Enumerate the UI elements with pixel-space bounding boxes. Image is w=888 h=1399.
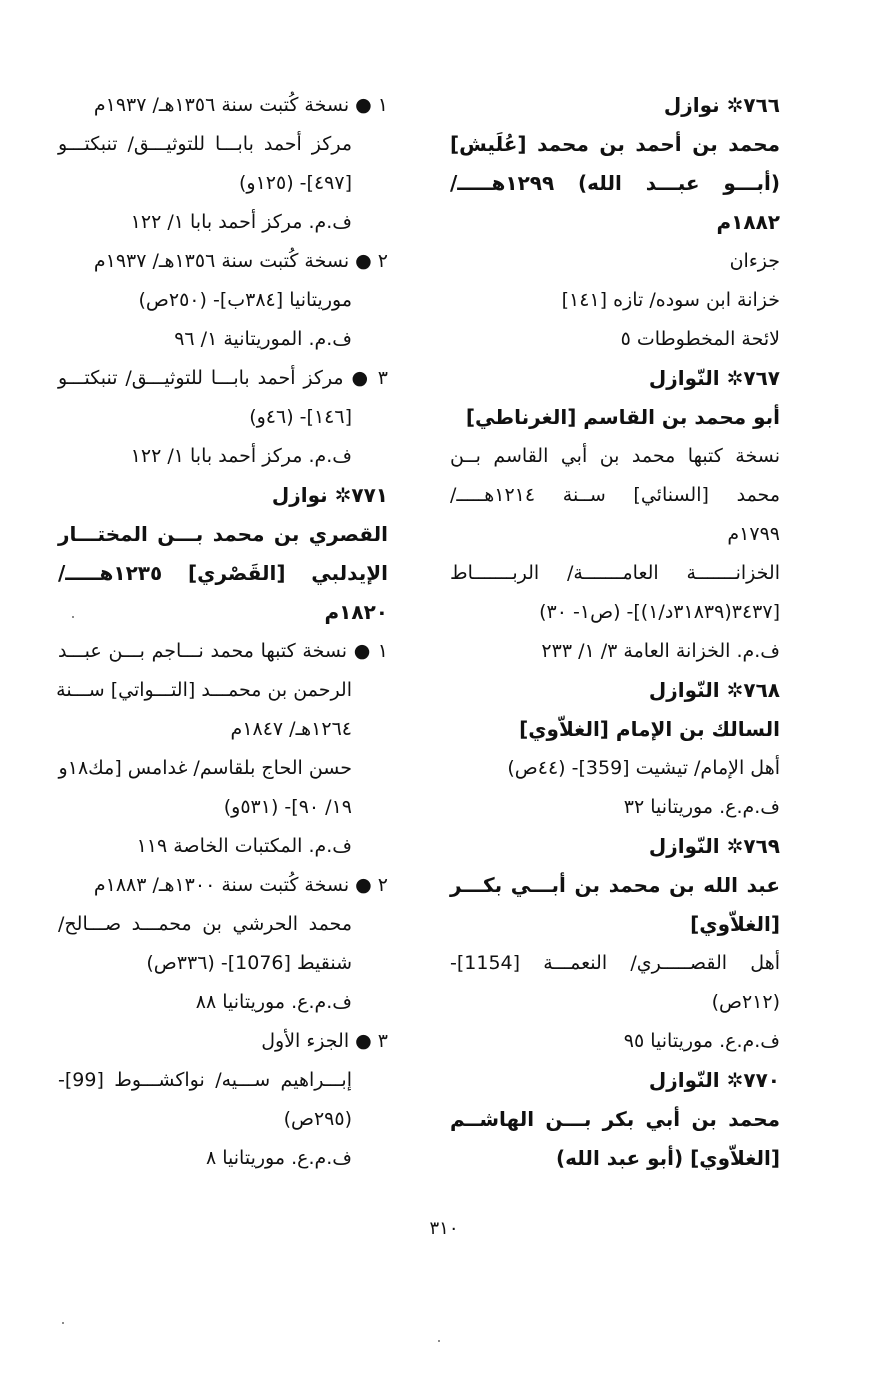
- entry-770-copy-2-catalog: ف.م. الموريتانية ١/ ٩٦: [174, 328, 352, 350]
- entry-766-catalog: لائحة المخطوطات ٥: [620, 328, 780, 350]
- entry-767-library: الخزانـــــــة العامـــــــة/ الربـــــــاط: [450, 562, 780, 584]
- entry-770-copy-1-library: مركز أحمد بابـــا للتوثيـــق/ تنبكتـــو: [58, 133, 352, 155]
- entry-768-library: أهل الإمام/ تيشيت [359]- (٤٤ص): [507, 757, 780, 779]
- entry-771-copy-2-shelfmark: شنقيط [1076]- (٣٣٦ص): [146, 952, 352, 974]
- scan-speck: [62, 1322, 64, 1324]
- entry-770-copy-1-catalog: ف.م. مركز أحمد بابا ١/ ١٢٢: [130, 211, 352, 233]
- entry-767-shelfmark: [٣٤٣٧(٣١٨٣٩د/١)]- (ص١- ٣٠): [539, 601, 780, 623]
- entry-771-copy-1-catalog: ف.م. المكتبات الخاصة ١١٩: [136, 835, 352, 857]
- entry-767-heading: ٧٦٧✲ النّوازل: [648, 366, 780, 390]
- entry-767-copyist-date: محمد [السنائي] ســنة ١٢١٤هـــــ/: [450, 484, 780, 506]
- entry-767-catalog: ف.م. الخزانة العامة ٣/ ١/ ٢٣٣: [541, 640, 780, 662]
- entry-771-copy-1: ١ ● نسخة كتبها محمد نـــاجم بـــن عبـــد: [58, 640, 388, 662]
- entry-770-nisba: [الغلاّوي] (أبو عبد الله): [556, 1146, 780, 1170]
- entry-766-author-kunya: (أبـــو عبـــد الله) ١٢٩٩هـــــ/: [450, 171, 780, 195]
- entry-771-copy-1-shelfmark: ١٩/ ٩٠]- (٥٣١و): [223, 796, 352, 818]
- entry-769-author: عبد الله بن محمد بن أبـــي بكـــر: [450, 873, 780, 897]
- entry-771-date: ١٨٢٠م: [324, 600, 388, 624]
- entry-771-copy-2: ٢ ● نسخة كُتبت سنة ١٣٠٠هـ/ ١٨٨٣م: [93, 874, 388, 896]
- entry-770-copy-3-shelfmark: [١٤٦]- (٤٦و): [249, 406, 352, 428]
- entry-770-heading: ٧٧٠✲ النّوازل: [648, 1068, 780, 1092]
- entry-771-copy-1-date: ١٢٦٤هـ/ ١٨٤٧م: [230, 718, 352, 740]
- right-column: [450, 86, 780, 1178]
- entry-766-author: محمد بن أحمد بن محمد [عُلَيش]: [450, 132, 780, 156]
- entry-771-copy-1-copyist: الرحمن بن محمـــد [التـــواتي] ســـنة: [56, 679, 352, 701]
- entry-768-heading: ٧٦٨✲ النّوازل: [648, 678, 780, 702]
- entry-767-date: ١٧٩٩م: [727, 523, 780, 545]
- entry-770-copy-3: ٣ ● مركز أحمد بابـــا للتوثيـــق/ تنبكتـــو: [58, 367, 388, 389]
- entry-771-copy-3: ٣ ● الجزء الأول: [261, 1030, 388, 1052]
- left-column: [58, 86, 388, 1178]
- entry-771-author: القصري بن محمد بـــن المختـــار: [58, 522, 388, 546]
- entry-766-library: خزانة ابن سوده/ تازه [١٤١]: [561, 289, 780, 311]
- entry-767-author: أبو محمد بن القاسم [الغرناطي]: [465, 405, 780, 429]
- entry-770-copy-2-library: موريتانيا [٣٨٤ب]- (٢٥٠ص): [138, 289, 352, 311]
- entry-766-parts: جزءان: [729, 250, 780, 272]
- entry-771-copy-1-library: حسن الحاج بلقاسم/ غدامس [مك١٨و: [58, 757, 352, 779]
- entry-769-library: أهل القصـــــري/ النعمـــة [1154]-: [450, 952, 780, 974]
- entry-770-copy-2: ٢ ● نسخة كُتبت سنة ١٣٥٦هـ/ ١٩٣٧م: [93, 250, 388, 272]
- entry-767-copyist: نسخة كتبها محمد بن أبي القاسم بــن: [450, 445, 780, 467]
- entry-769-nisba: [الغلاّوي]: [690, 912, 780, 936]
- entry-766-heading: ٧٦٦✲ نوازل: [663, 93, 780, 117]
- entry-768-catalog: ف.م.ع. موريتانيا ٣٢: [623, 796, 780, 818]
- entry-769-heading: ٧٦٩✲ النّوازل: [648, 834, 780, 858]
- entry-768-author: السالك بن الإمام [الغلاّوي]: [519, 717, 780, 741]
- entry-771-copy-3-library: إبـــراهيم ســـيه/ نواكشـــوط [99]-: [58, 1069, 352, 1091]
- entry-771-copy-2-catalog: ف.م.ع. موريتانيا ٨٨: [195, 991, 352, 1013]
- page-number: ٣١٠: [429, 1218, 459, 1239]
- entry-771-copy-3-folios: (٢٩٥ص): [283, 1108, 352, 1130]
- scan-speck: [438, 1340, 440, 1342]
- entry-770-copy-3-catalog: ف.م. مركز أحمد بابا ١/ ١٢٢: [130, 445, 352, 467]
- entry-771-heading: ٧٧١✲ نوازل: [271, 483, 388, 507]
- entry-770-author: محمد بن أبي بكر بـــن الهاشــم: [450, 1107, 780, 1131]
- entry-771-copy-2-owner: محمد الحرشي بن محمـــد صـــالح/: [58, 913, 352, 935]
- entry-769-folios: (٢١٢ص): [711, 991, 780, 1013]
- entry-771-copy-3-catalog: ف.م.ع. موريتانيا ٨: [205, 1147, 352, 1169]
- entry-770-copy-1: ١ ● نسخة كُتبت سنة ١٣٥٦هـ/ ١٩٣٧م: [93, 94, 388, 116]
- entry-771-author-nisba: الإيدلبي [القَصْري] ١٢٣٥هـــــ/: [58, 561, 388, 585]
- entry-770-copy-1-shelfmark: [٤٩٧]- (١٢٥و): [239, 172, 352, 194]
- entry-766-date: ١٨٨٢م: [716, 210, 780, 234]
- scan-speck: [72, 616, 74, 618]
- entry-769-catalog: ف.م.ع. موريتانيا ٩٥: [623, 1030, 780, 1052]
